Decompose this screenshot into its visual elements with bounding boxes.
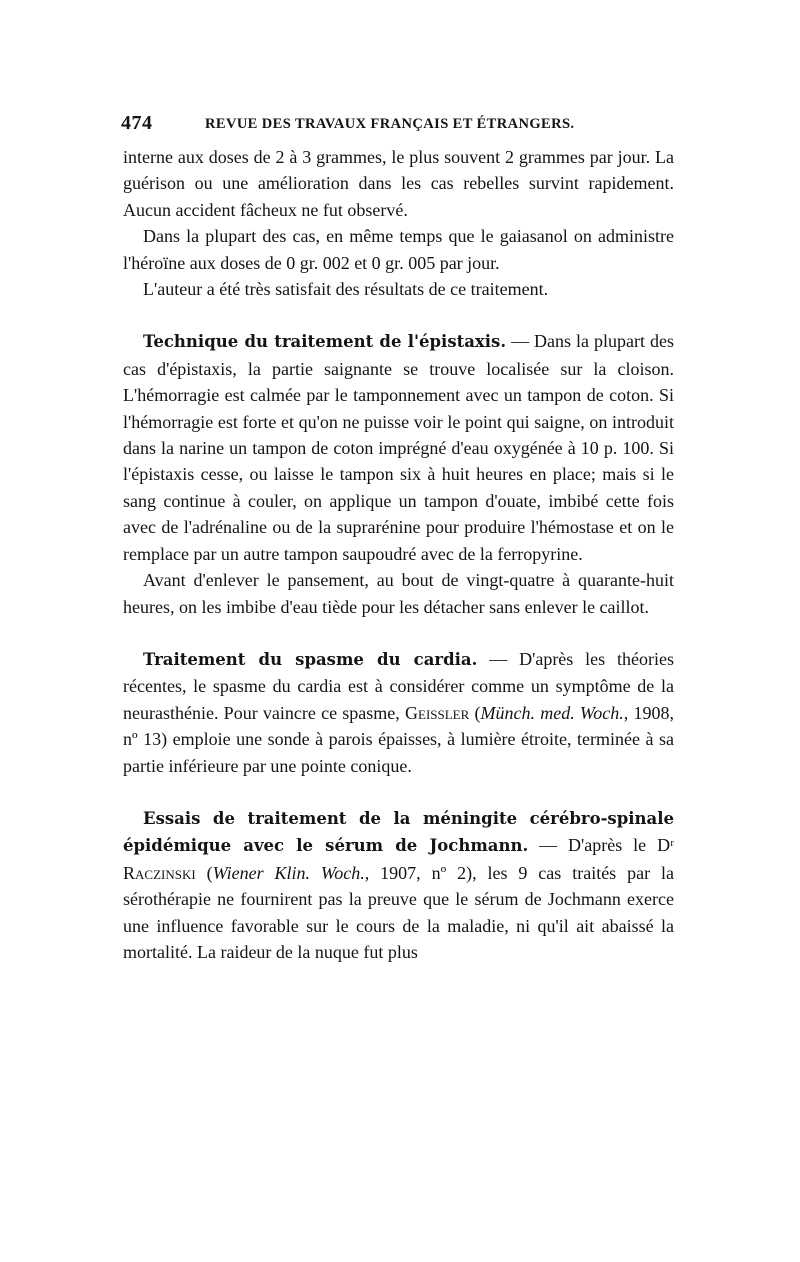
book-page bbox=[123, 112, 674, 965]
intro-paragraph-3: L'auteur a été très satisfait des résultats de ce traitement. bbox=[143, 279, 549, 300]
epistaxis-paragraph-2: Avant d'enlever le pansement, au bout de vingt-quatre à quarante-huit heures, on les imbibe d'eau tiède pour les détacher sans enlever le caillot. bbox=[123, 570, 674, 617]
epistaxis-section bbox=[123, 328, 674, 567]
epistaxis-heading: Technique du traitement de l'épistaxis. bbox=[143, 332, 507, 352]
intro-paragraph-1: interne aux doses de 2 à 3 grammes, le plus souvent 2 grammes par jour. La guérison ou une amélioration dans les cas rebelles survint rapidement. Aucun accident fâcheux ne fut observé. bbox=[123, 147, 674, 220]
cardia-body-2: ( bbox=[469, 702, 481, 723]
meningitis-body-3: , 1907, nº 2), les 9 cas traités par la sérothérapie ne fournirent pas la preuve que le sérum de Jochmann exerce une influence favorable sur le cours de la maladie, ni qu'il ait abaissé la mortalité. La raideur de la nuque fut plus bbox=[123, 862, 674, 962]
running-head bbox=[123, 112, 674, 142]
epistaxis-body: — Dans la plupart des cas d'épistaxis, la partie saignante se trouve localisée sur la cloison. L'hémorragie est calmée par le tamponnement avec un tampon de coton. Si l'hémorragie est forte et qu'on ne puisse voir le point qui saigne, on introduit dans la narine un tampon de coton imprégné d'eau oxygénée à 10 p. 100. Si l'épistaxis cesse, ou laisse le tampon six à huit heures en place; mais si le sang continue à couler, on applique un tampon d'ouate, imbibé cette fois avec de l'adrénaline ou de la suprarénine pour produire l'hémostase et on le remplace par un autre tampon saupoudré avec de la ferropyrine. bbox=[123, 331, 674, 564]
cardia-heading: Traitement du spasme du cardia. bbox=[143, 649, 478, 669]
meningitis-section bbox=[123, 805, 674, 965]
page-number: 474 bbox=[121, 112, 153, 134]
meningitis-body-2: ( bbox=[195, 862, 213, 883]
meningitis-source: Wiener Klin. Woch. bbox=[212, 862, 365, 883]
meningitis-body-1: — D'après le Dʳ bbox=[528, 835, 674, 856]
cardia-body-1: — D'après les théories récentes, le spasme du cardia est à considérer comme un symptôme de la neurasthénie. Pour vaincre ce spasme, bbox=[123, 648, 674, 723]
cardia-author: Geissler bbox=[405, 702, 470, 723]
journal-title: REVUE DES TRAVAUX FRANÇAIS ET ÉTRANGERS. bbox=[205, 116, 575, 132]
cardia-body-3: , 1908, nº 13) emploie une sonde à parois épaisses, à lumière étroite, terminée à sa partie inférieure par une pointe conique. bbox=[123, 702, 674, 776]
meningitis-heading: Essais de traitement de la méningite cérébro-spinale épidémique avec le sérum de Jochmann. bbox=[123, 808, 674, 856]
meningitis-author: Raczinski bbox=[123, 862, 196, 883]
cardia-section bbox=[123, 646, 674, 779]
cardia-source: Münch. med. Woch. bbox=[480, 702, 624, 723]
intro-paragraph-2: Dans la plupart des cas, en même temps que le gaiasanol on administre l'héroïne aux doses de 0 gr. 002 et 0 gr. 005 par jour. bbox=[123, 226, 674, 273]
